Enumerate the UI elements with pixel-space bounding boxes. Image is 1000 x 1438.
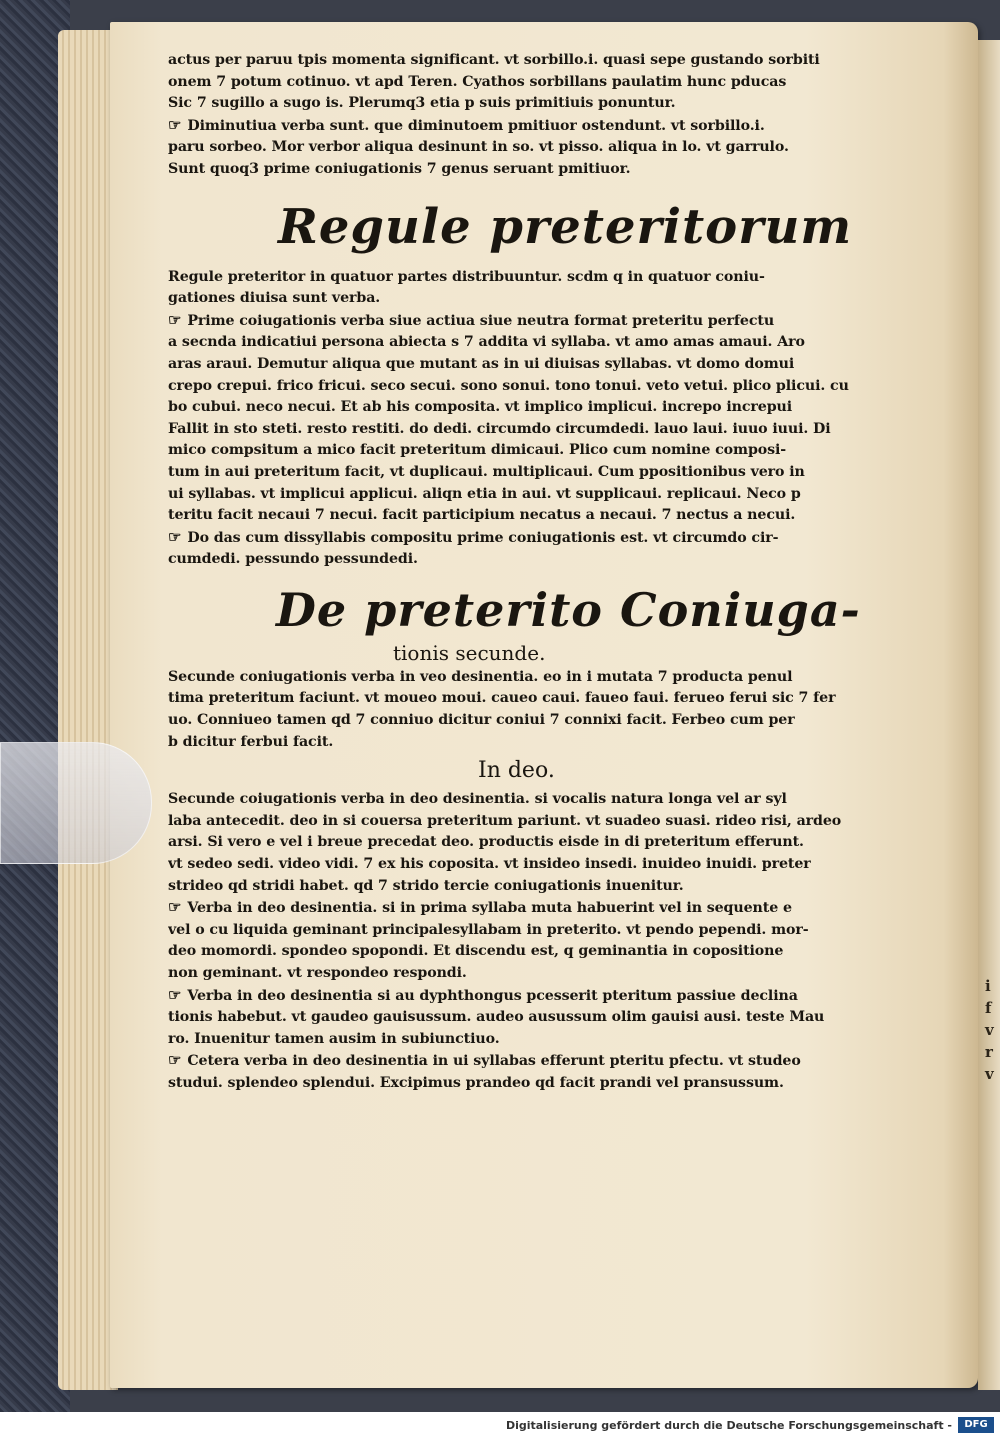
margin-letter: v [985,1065,994,1083]
pointing-hand-icon: ☞ [168,115,182,134]
text-line: tionis habebut. vt gaudeo gauisussum. audeo ausussum olim gauisi ausi. teste Mau [168,1009,825,1026]
subsection-heading: In deo. [478,758,555,784]
text-line: onem 7 potum cotinuo. vt apd Teren. Cyathos sorbillans paulatim hunc pducas [168,73,787,90]
text-line: Verba in deo desinentia si au dyphthongus pcesserit pteritum passiue declina [187,987,798,1004]
text-line: arsi. Si vero e vel i breue precedat deo. productis eisde in di preteritum efferunt. [168,834,804,851]
text-line: uo. Conniueo tamen qd 7 conniuo dicitur coniui 7 connixi facit. Ferbeo cum per [168,712,795,729]
text-line: Sic 7 sugillo a sugo is. Plerumq3 etia p suis primitiuis ponuntur. [168,95,676,112]
pointing-hand-icon: ☞ [168,985,182,1004]
text-line: gationes diuisa sunt verba. [168,290,381,307]
paragraph-verba-geminant [168,897,928,984]
paragraph-do-das [168,527,928,571]
text-line: mico compsitum a mico facit preteritum dimicaui. Plico cum nomine composi- [168,442,787,459]
text-line: paru sorbeo. Mor verbor aliqua desinunt in so. vt pisso. aliqua in lo. vt garrulo. [168,139,789,156]
text-line: strideo qd stridi habet. qd 7 strido tercie coniugationis inuenitur. [168,877,684,894]
text-line: teritu facit necaui 7 necui. facit participium necatus a necaui. 7 nectus a necui. [168,507,796,524]
text-line: laba antecedit. deo in si couersa preteritum pariunt. vt suadeo suasi. rideo risi, ardeo [168,812,842,829]
text-line: cumdedi. pessundo pessundedi. [168,551,418,568]
text-line: tum in aui preteritum facit, vt duplicaui. multiplicaui. Cum ppositionibus vero in [168,463,805,480]
text-line: Cetera verba in deo desinentia in ui syllabas efferunt pteritu pfectu. vt studeo [187,1053,801,1070]
paragraph-diminutiua [168,115,928,181]
paragraph-cetera [168,1050,928,1094]
text-line: crepo crepui. frico fricui. seco secui. sono sonui. tono tonui. veto vetui. plico plicui. cu [168,377,849,394]
text-line: Regule preteritor in quatuor partes distribuuntur. scdm q in quatuor coniu- [168,268,765,285]
text-line: ro. Inuenitur tamen ausim in subiunctiuo. [168,1030,500,1047]
paragraph-secunde [168,667,928,753]
text-line: Secunde coniugationis verba in veo desinentia. eo in i mutata 7 producta penul [168,668,793,685]
text-line: ui syllabas. vt implicui applicui. aliqn etia in aui. vt supplicaui. replicaui. Neco p [168,485,801,502]
text-line: Secunde coiugationis verba in deo desinentia. si vocalis natura longa vel ar syl [168,791,787,808]
pointing-hand-icon: ☞ [168,898,182,917]
margin-letter: i [985,977,991,995]
footer-bar [0,1414,1000,1438]
text-line: deo momordi. spondeo spopondi. Et discendu est, q geminantia in copositione [168,943,784,960]
facing-page-letters [985,975,1000,1085]
page-text [168,50,928,1095]
text-line: bo cubui. neco necui. Et ab his composita. vt implico implicui. increpo increpui [168,399,793,416]
pointing-hand-icon: ☞ [168,527,182,546]
pointing-hand-icon: ☞ [168,1051,182,1070]
facing-page-edge [978,40,1000,1390]
text-line: Diminutiua verba sunt. que diminutoem pmitiuor ostendunt. vt sorbillo.i. [187,117,765,134]
text-line: vt sedeo sedi. video vidi. 7 ex his coposita. vt insideo insedi. inuideo inuidi. preter [168,856,811,873]
text-line: Fallit in sto steti. resto restiti. do dedi. circumdo circumdedi. lauo laui. iuuo iuui. Di [168,420,831,437]
pointing-hand-icon: ☞ [168,310,182,329]
paragraph-prime-coniugationis [168,267,928,527]
text-line: vel o cu liquida geminant principalesyllabam in preterito. vt pendo pependi. mor- [168,921,809,938]
text-line: Sunt quoq3 prime coniugationis 7 genus seruant pmitiuor. [168,160,631,177]
dfg-logo: DFG [958,1417,994,1433]
paragraph-verba-au [168,985,928,1051]
text-line: Do das cum dissyllabis compositu prime coniugationis est. vt circumdo cir- [187,529,779,546]
text-line: Verba in deo desinentia. si in prima syllaba muta habuerint vel in sequente e [187,900,792,917]
margin-letter: f [985,999,992,1017]
text-line: a secnda indicatiui persona abiecta s 7 addita vi syllaba. vt amo amas amaui. Aro [168,334,805,351]
margin-letter: r [985,1043,993,1061]
top-paragraph [168,50,928,115]
section-heading: De preterito Coniuga- [276,582,861,637]
text-line: aras araui. Demutur aliqua que mutant as in ui diuisas syllabas. vt domo domui [168,355,795,372]
section-heading: Regule preteritorum [278,198,853,255]
text-line: Prime coiugationis verba siue actiua siue neutra format preteritu perfectu [187,312,775,329]
funding-notice: Digitalisierung gefördert durch die Deutsche Forschungsgemeinschaft - [505,1419,952,1432]
page-edges [58,30,118,1390]
paragraph-in-deo [168,789,928,897]
text-line: actus per paruu tpis momenta significant. vt sorbillo.i. quasi sepe gustando sorbiti [168,52,820,68]
text-line: non geminant. vt respondeo respondi. [168,965,467,981]
transparent-bookmark [0,742,152,864]
section-subheading: tionis secunde. [393,640,546,665]
text-line: studui. splendeo splendui. Excipimus prandeo qd facit prandi vel pransussum. [168,1074,784,1091]
margin-letter: v [985,1021,994,1039]
text-line: b dicitur ferbui facit. [168,733,334,750]
text-line: tima preteritum faciunt. vt moueo moui. caueo caui. faueo faui. ferueo ferui sic 7 fer [168,690,836,707]
